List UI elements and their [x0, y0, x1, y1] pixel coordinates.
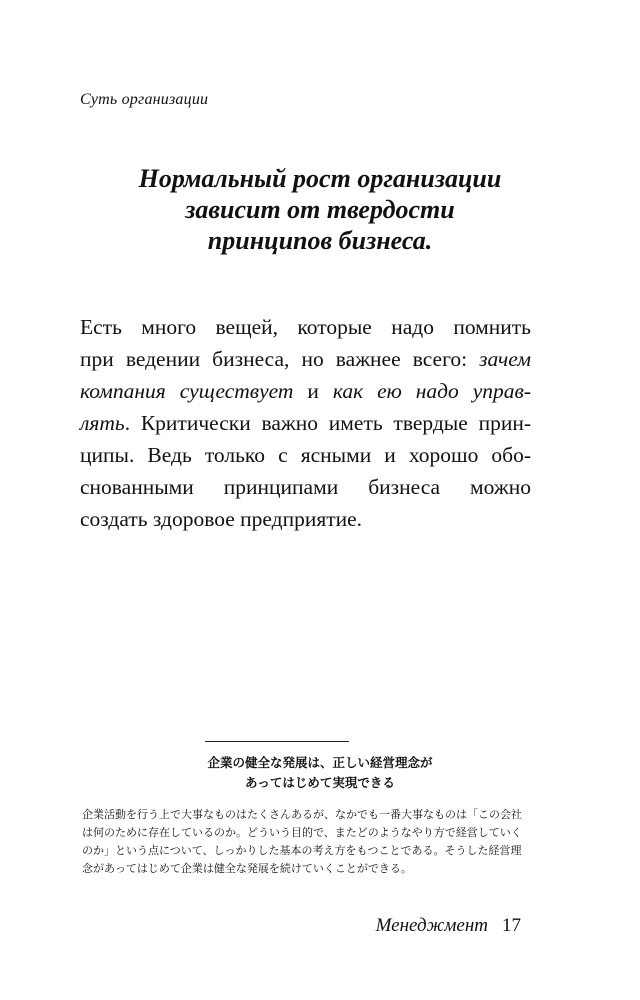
- section-name: Менеджмент: [375, 915, 488, 936]
- body-italic-run: компания существует: [80, 379, 294, 403]
- japanese-heading-line: あってはじめて実現できる: [245, 775, 395, 790]
- headline-line: зависит от твердости: [185, 195, 455, 224]
- body-italic-run: как ею надо управ-: [332, 379, 531, 403]
- body-text-run: Есть много вещей, которые надо помнить: [80, 315, 531, 339]
- body-text-run: при ведении бизнеса, но важнее всего:: [80, 347, 468, 371]
- body-line: [80, 439, 531, 471]
- section-divider: [205, 741, 349, 742]
- page-footer: [376, 915, 521, 937]
- japanese-heading-line: 企業の健全な発展は、正しい経営理念が: [207, 755, 433, 770]
- japanese-body-line: 企業活動を行う上で大事なものはたくさんあるが、なかでも一番大事なものは「この会社: [82, 808, 522, 821]
- japanese-body-line: 念があってはじめて企業は健全な発展を続けていくことができる。: [82, 862, 412, 875]
- page-number: 17: [502, 915, 521, 936]
- japanese-heading: [80, 753, 560, 793]
- body-paragraph: [80, 311, 531, 535]
- body-line: [80, 503, 531, 535]
- japanese-body-line: は何のために存在しているのか。どういう目的で、またどのようなやり方で経営していく: [82, 826, 522, 839]
- headline-line: Нормальный рост организации: [138, 164, 502, 193]
- running-head: Суть организации: [80, 91, 209, 108]
- body-text-run: создать здоровое предприятие.: [80, 507, 363, 531]
- body-line: [80, 407, 531, 439]
- headline-line: принципов бизнеса.: [207, 226, 433, 255]
- japanese-paragraph: [82, 806, 562, 878]
- body-line: [80, 471, 531, 503]
- body-text-run: снованными принципами бизнеса можно: [80, 475, 531, 499]
- headline: [70, 163, 570, 256]
- body-line: [80, 311, 531, 343]
- body-italic-run: зачем: [479, 347, 531, 371]
- body-text-run: и: [307, 379, 319, 403]
- body-italic-run: лять: [80, 411, 125, 435]
- body-line: [80, 375, 531, 407]
- body-text-run: . Критически важно иметь твердые прин-: [124, 411, 531, 435]
- japanese-body-line: のか」という点について、しっかりした基本の考え方をもつことである。そうした経営理: [82, 844, 522, 857]
- body-line: [80, 343, 531, 375]
- body-text-run: ципы. Ведь только с ясными и хорошо обо-: [80, 443, 531, 467]
